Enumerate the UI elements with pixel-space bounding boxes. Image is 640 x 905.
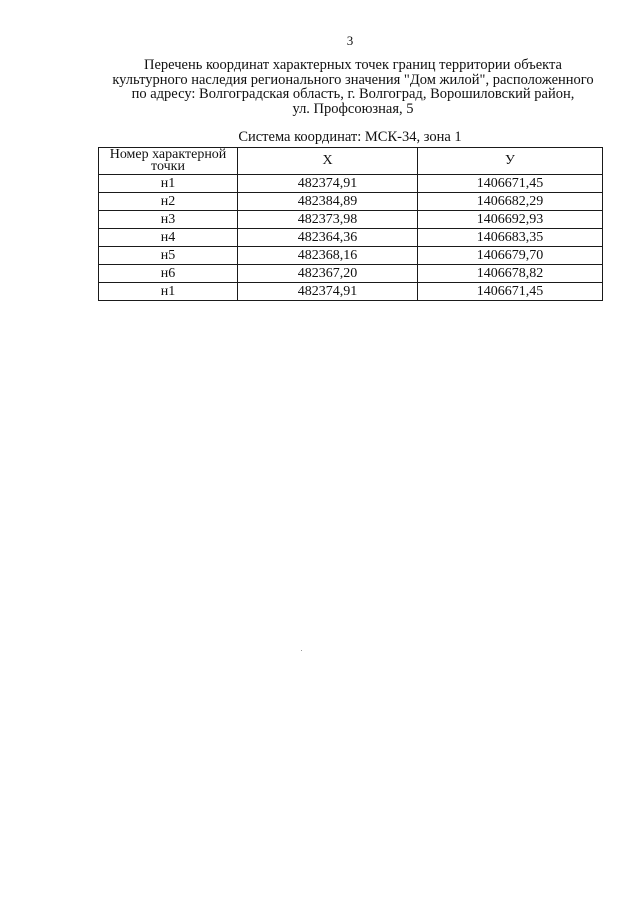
table-row — [99, 247, 603, 265]
title-line: по адресу: Волгоградская область, г. Волгоград, Ворошиловский район, — [131, 86, 575, 102]
table-row — [99, 193, 603, 211]
title-line: Перечень координат характерных точек границ территории объекта — [144, 57, 562, 73]
cell-x: 482367,20 — [238, 265, 418, 283]
title-line: культурного наследия регионального значения "Дом жилой", расположенного — [112, 71, 594, 88]
cell-y: 1406692,93 — [418, 211, 603, 229]
document-title — [80, 58, 626, 116]
cell-point: н2 — [99, 193, 238, 211]
cell-x: 482374,91 — [238, 175, 418, 193]
table-row — [99, 265, 603, 283]
cell-point: н3 — [99, 211, 238, 229]
table-row — [99, 229, 603, 247]
header-x: X — [238, 148, 418, 175]
header-point-number: Номер характерной точки — [99, 148, 238, 175]
scan-speck — [301, 650, 302, 651]
cell-y: 1406679,70 — [418, 247, 603, 265]
cell-x: 482373,98 — [238, 211, 418, 229]
cell-x: 482364,36 — [238, 229, 418, 247]
cell-y: 1406683,35 — [418, 229, 603, 247]
cell-y: 1406682,29 — [418, 193, 603, 211]
table-row — [99, 175, 603, 193]
coordinates-table — [98, 147, 603, 301]
cell-y: 1406671,45 — [418, 175, 603, 193]
cell-point: н4 — [99, 229, 238, 247]
title-line: ул. Профсоюзная, 5 — [292, 100, 414, 117]
cell-point: н1 — [99, 283, 238, 301]
cell-point: н6 — [99, 265, 238, 283]
coordinate-system-caption: Система координат: МСК-34, зона 1 — [238, 129, 462, 145]
table-header-row — [99, 148, 603, 175]
header-y: У — [418, 148, 603, 175]
cell-y: 1406678,82 — [418, 265, 603, 283]
cell-point: н5 — [99, 247, 238, 265]
cell-point: н1 — [99, 175, 238, 193]
cell-y: 1406671,45 — [418, 283, 603, 301]
page-number: 3 — [346, 33, 354, 48]
cell-x: 482384,89 — [238, 193, 418, 211]
cell-x: 482374,91 — [238, 283, 418, 301]
table-row — [99, 283, 603, 301]
table-row — [99, 211, 603, 229]
cell-x: 482368,16 — [238, 247, 418, 265]
